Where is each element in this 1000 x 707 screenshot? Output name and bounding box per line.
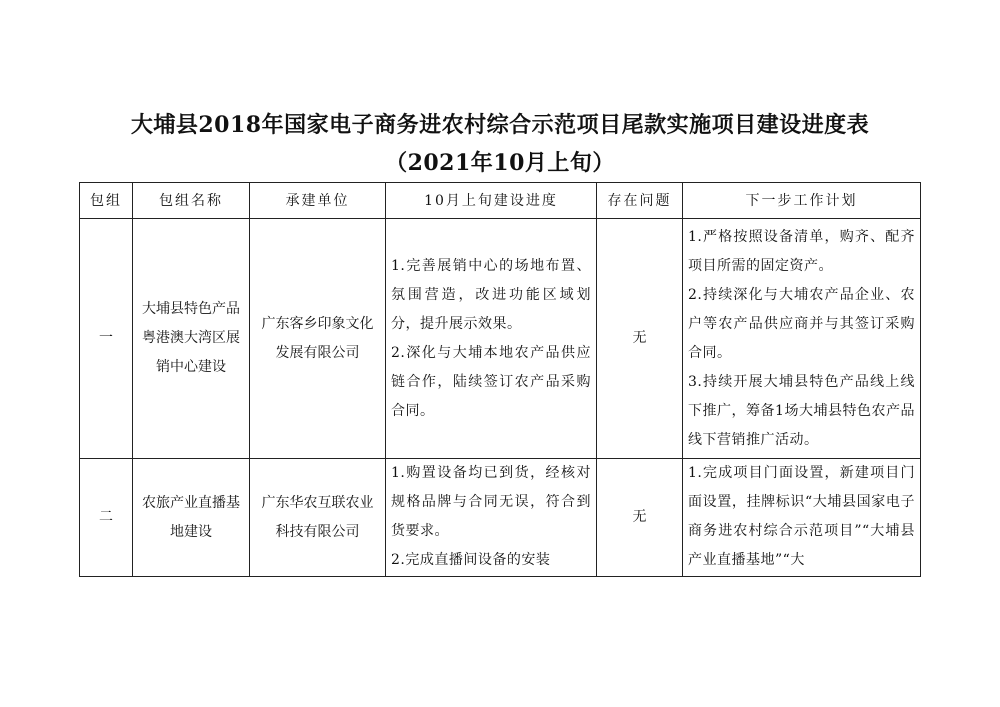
cell-progress [386,459,597,577]
progress-item: 2.完成直播间设备的安装 [391,552,551,568]
plan-item: 1.完成项目门面设置，新建项目门面设置，挂牌标识“大埔县国家电子商务进农村综合示范项目”“大埔县产业直播基地”“大 [688,465,915,568]
header-group: 包组 [80,183,133,219]
table-header-row [80,183,921,219]
header-name: 包组名称 [133,183,250,219]
table-row [80,459,921,577]
document-title: 大埔县2018年国家电子商务进农村综合示范项目尾款实施项目建设进度表 [130,112,870,138]
cell-plan [683,459,921,577]
cell-group: 二 [80,459,133,577]
cell-plan [683,219,921,459]
header-issues: 存在问题 [597,183,683,219]
cell-group: 一 [80,219,133,459]
table-row [80,219,921,459]
cell-issues: 无 [597,459,683,577]
plan-item: 1.严格按照设备清单，购齐、配齐项目所需的固定资产。 [688,228,915,274]
progress-item: 1.完善展销中心的场地布置、氛围营造，改进功能区域划分，提升展示效果。 [391,257,591,332]
document-subtitle: （2021年10月上旬） [385,150,615,176]
plan-item: 3.持续开展大埔县特色产品线上线下推广，筹备1场大埔县特色农产品线下营销推广活动。 [688,373,915,448]
cell-builder: 广东华农互联农业科技有限公司 [250,459,386,577]
progress-clip [391,459,591,576]
cell-progress [386,219,597,459]
plan-item: 2.持续深化与大埔农产品企业、农户等农产品供应商并与其签订采购合同。 [688,286,915,361]
header-progress: 10月上旬建设进度 [386,183,597,219]
header-builder: 承建单位 [250,183,386,219]
header-plan: 下一步工作计划 [683,183,921,219]
progress-item: 2.深化与大埔本地农产品供应链合作，陆续签订农产品采购合同。 [391,344,591,419]
cell-name: 大埔县特色产品粤港澳大湾区展销中心建设 [133,219,250,459]
plan-clip [688,459,915,576]
progress-item: 1.购置设备均已到货，经核对规格品牌与合同无误，符合到货要求。 [391,465,591,539]
cell-name: 农旅产业直播基地建设 [133,459,250,577]
cell-builder: 广东客乡印象文化发展有限公司 [250,219,386,459]
cell-issues: 无 [597,219,683,459]
progress-table [79,182,921,577]
